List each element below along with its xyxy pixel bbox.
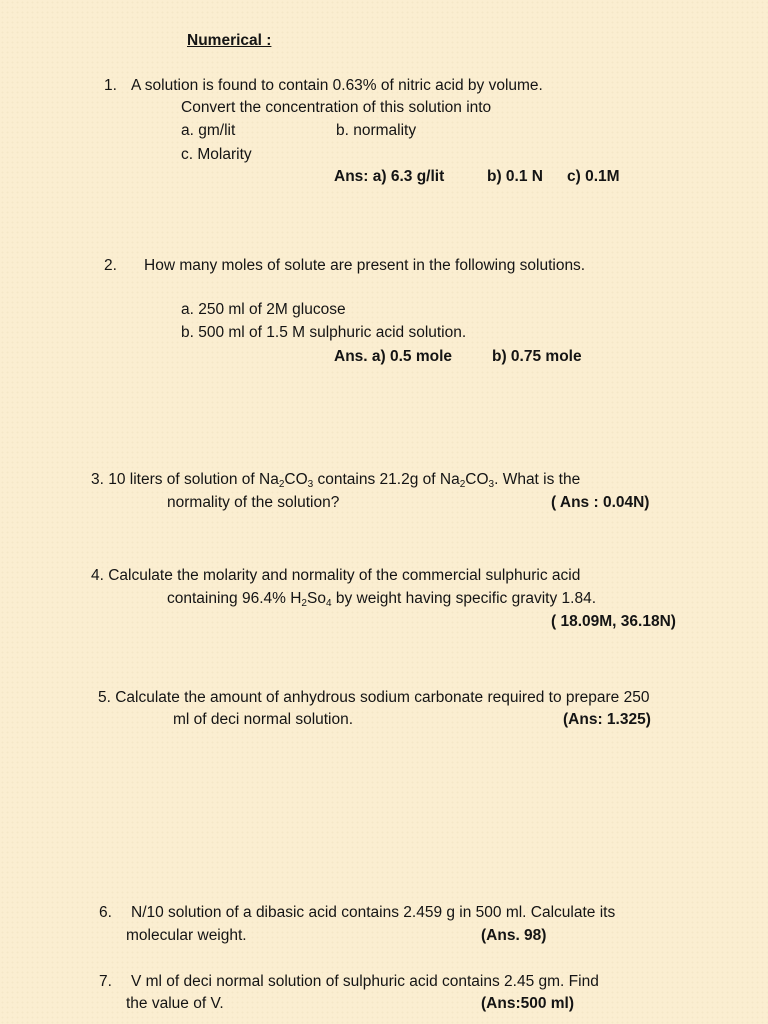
answer-b: b) 0.1 N	[487, 168, 543, 185]
option-a: a. gm/lit	[181, 122, 236, 139]
question-text: the value of V.	[126, 995, 224, 1012]
answer-a: Ans: a) 6.3 g/lit	[334, 168, 445, 185]
question-text: N/10 solution of a dibasic acid contains 2.459 g in 500 ml. Calculate its	[131, 904, 616, 921]
answer: ( 18.09M, 36.18N)	[551, 613, 676, 630]
question-text: molecular weight.	[126, 927, 247, 944]
question-number: 1.	[104, 77, 117, 94]
question-text: How many moles of solute are present in the following solutions.	[144, 257, 586, 274]
answer: (Ans. 98)	[481, 927, 547, 944]
answer-a: Ans. a) 0.5 mole	[334, 348, 453, 365]
answer-b: b) 0.75 mole	[492, 348, 582, 365]
answer-c: c) 0.1M	[567, 168, 620, 185]
question-text: 3. 10 liters of solution of $Na_2CO_3$ contains 21.2g of $Na_2CO_3$. What is the	[91, 471, 581, 490]
question-number: 6.	[99, 904, 112, 921]
option-b: b. 500 ml of 1.5 M sulphuric acid solution.	[181, 324, 467, 341]
question-text: V ml of deci normal solution of sulphuric acid contains 2.45 gm. Find	[131, 973, 599, 990]
question-text: normality of the solution?	[167, 494, 340, 511]
question-text: ml of deci normal solution.	[173, 711, 354, 728]
question-text: containing 96.4% $H_2So_4$ by weight having specific gravity 1.84.	[167, 590, 597, 609]
option-b: b. normality	[336, 122, 417, 139]
question-text: Convert the concentration of this solution into	[181, 99, 492, 116]
question-text: A solution is found to contain 0.63% of nitric acid by volume.	[131, 77, 543, 94]
option-a: a. 250 ml of 2M glucose	[181, 301, 346, 318]
answer: (Ans:500 ml)	[481, 995, 575, 1012]
question-number: 2.	[104, 257, 117, 274]
answer: ( Ans : 0.04N)	[551, 494, 650, 511]
question-text: 5. Calculate the amount of anhydrous sodium carbonate required to prepare 250	[98, 689, 650, 706]
page-title: Numerical :	[187, 32, 272, 49]
option-c: c. Molarity	[181, 146, 252, 163]
question-number: 7.	[99, 973, 112, 990]
answer: (Ans: 1.325)	[563, 711, 651, 728]
question-text: 4. Calculate the molarity and normality of the commercial sulphuric acid	[91, 567, 581, 584]
